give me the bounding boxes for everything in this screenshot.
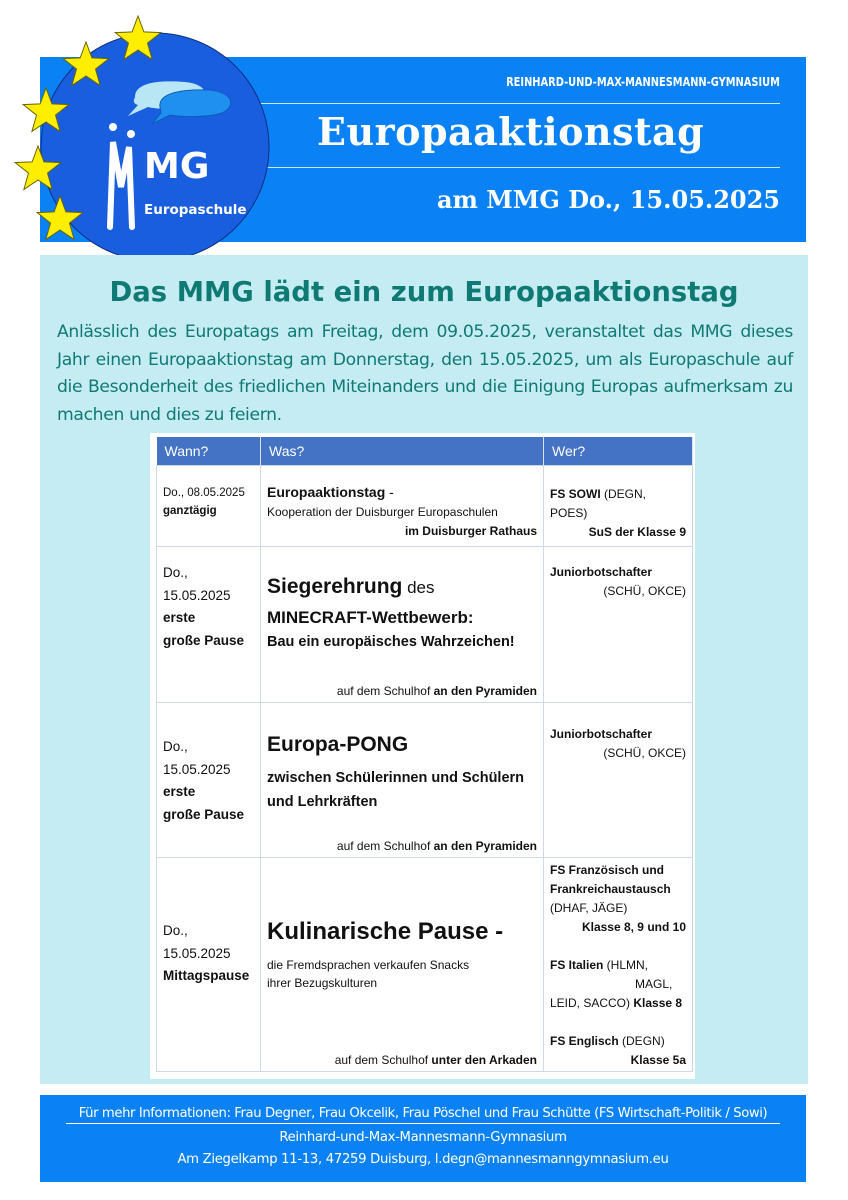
who-class: Klasse 5a — [630, 1053, 686, 1067]
what-title: Kulinarische Pause - — [267, 918, 504, 945]
location-prefix: auf dem Schulhof — [334, 1053, 432, 1067]
when-cell — [157, 466, 261, 547]
event-location — [337, 684, 537, 698]
table-row — [157, 703, 693, 858]
what-description: Kooperation der Duisburger Europaschulen — [267, 505, 498, 519]
table-header-row — [157, 437, 693, 466]
main-panel — [40, 255, 808, 1084]
table-row — [157, 547, 693, 703]
who-group: FS Englisch — [550, 1034, 619, 1048]
who-group-french — [550, 861, 686, 937]
intro-text: Anlässlich des Europatags am Freitag, dem 09.05.2025, veranstaltet das MMG dieses Jahr einen Europaaktionstag am Donnerstag, den 15.05.2025, um als Europaschule auf die Besonderheit des friedlichen Miteinanders und die Einigung Europas aufmerksam zu machen und dies zu feiern. — [57, 322, 793, 425]
who-teachers: (SCHÜ, OKCE) — [603, 746, 686, 760]
location-place: unter den Arkaden — [431, 1053, 537, 1067]
what-cell — [261, 703, 544, 858]
who-class: SuS der Klasse 9 — [588, 525, 686, 539]
what-description: zwischen Schülerinnen und Schülern — [267, 770, 525, 786]
header-divider — [200, 103, 780, 104]
when-cell — [157, 703, 261, 858]
location-prefix: auf dem Schulhof — [336, 684, 434, 698]
what-title: Siegerehrung — [267, 575, 403, 598]
who-class: Klasse 8, 9 und 10 — [581, 920, 686, 934]
who-group: Juniorbotschafter — [550, 727, 653, 741]
who-teachers: (DEGN, POES) — [550, 487, 647, 520]
table-row — [157, 858, 693, 1072]
who-group-english — [550, 1032, 686, 1070]
who-teachers: (HLMN, — [603, 958, 649, 972]
what-description: und Lehrkräften — [267, 794, 378, 810]
what-description: Bau ein europäisches Wahrzeichen! — [267, 634, 515, 650]
footer — [40, 1095, 806, 1182]
table-row — [157, 466, 693, 547]
school-logo — [10, 12, 270, 272]
who-class: Klasse 8 — [633, 996, 683, 1010]
location-place: an den Pyramiden — [433, 839, 537, 853]
when-time: große Pause — [163, 806, 245, 822]
who-group: FS Französisch und — [550, 863, 665, 877]
location-prefix: auf dem Schulhof — [336, 839, 434, 853]
page-title: Europaaktionstag — [317, 109, 705, 154]
what-title: Europa-PONG — [267, 733, 409, 756]
who-teachers: (SCHÜ, OKCE) — [603, 584, 686, 598]
who-cell — [544, 547, 693, 703]
when-time: große Pause — [163, 632, 245, 648]
footer-school-name: Reinhard-und-Max-Mannesmann-Gymnasium — [279, 1130, 567, 1145]
location-place: an den Pyramiden — [433, 684, 537, 698]
what-title: Europaaktionstag — [267, 484, 386, 500]
what-subtitle: MINECRAFT-Wettbewerb: — [267, 608, 474, 627]
who-group: Juniorbotschafter — [550, 565, 653, 579]
footer-contact-info: Für mehr Informationen: Frau Degner, Frau Okcelik, Frau Pöschel und Frau Schütte (FS Wirtschaft-Politik / Sowi) — [66, 1106, 780, 1124]
schedule-table-container — [150, 433, 695, 1079]
when-date: 15.05.2025 — [163, 945, 231, 961]
what-description: die Fremdsprachen verkaufen Snacks — [267, 958, 470, 972]
logo-tagline: Europaschule — [144, 202, 247, 218]
who-group: Frankreichaustausch — [550, 882, 671, 896]
what-description: ihrer Bezugskulturen — [267, 976, 378, 990]
what-cell — [261, 547, 544, 703]
footer-address: Am Ziegelkamp 11-13, 47259 Duisburg, l.degn@mannesmanngymnasium.eu — [177, 1152, 669, 1167]
who-teachers: LEID, SACCO) — [550, 996, 634, 1010]
when-date: Do., — [163, 565, 188, 580]
school-name: REINHARD-UND-MAX-MANNESMANN-GYMNASIUM — [506, 75, 780, 89]
column-header-what: Was? — [261, 437, 544, 466]
when-time: erste — [163, 784, 196, 799]
header-divider — [200, 167, 780, 168]
who-group: FS SOWI — [550, 487, 601, 501]
who-cell — [544, 466, 693, 547]
who-teachers: (DHAF, JÄGE) — [550, 901, 628, 915]
column-header-when: Wann? — [157, 437, 261, 466]
event-location — [335, 1053, 537, 1067]
who-teachers: MAGL, — [635, 977, 673, 991]
when-time: ganztägig — [163, 505, 217, 517]
who-cell — [544, 858, 693, 1072]
event-location: im Duisburger Rathaus — [404, 524, 537, 538]
logo-letters: MG — [144, 146, 210, 187]
when-date: Do., — [163, 923, 188, 938]
event-date: am MMG Do., 15.05.2025 — [436, 185, 780, 214]
when-time: Mittagspause — [163, 968, 250, 983]
who-group: FS Italien — [550, 958, 604, 972]
who-group-italian — [550, 956, 686, 1013]
when-date: 15.05.2025 — [163, 761, 231, 777]
what-title-suffix: - — [385, 484, 394, 500]
when-time: erste — [163, 610, 196, 625]
when-date: 15.05.2025 — [163, 587, 231, 603]
what-cell — [261, 466, 544, 547]
when-cell — [157, 858, 261, 1072]
who-teachers: (DEGN) — [618, 1034, 665, 1048]
event-location — [337, 839, 537, 853]
what-cell — [261, 858, 544, 1072]
headline: Das MMG lädt ein zum Europaaktionstag — [109, 275, 739, 308]
what-title-suffix: des — [402, 578, 435, 597]
column-header-who: Wer? — [544, 437, 693, 466]
when-date: Do., — [163, 739, 188, 754]
when-date: Do., 08.05.2025 — [163, 487, 245, 499]
who-cell — [544, 703, 693, 858]
when-cell — [157, 547, 261, 703]
schedule-table — [156, 437, 693, 1072]
